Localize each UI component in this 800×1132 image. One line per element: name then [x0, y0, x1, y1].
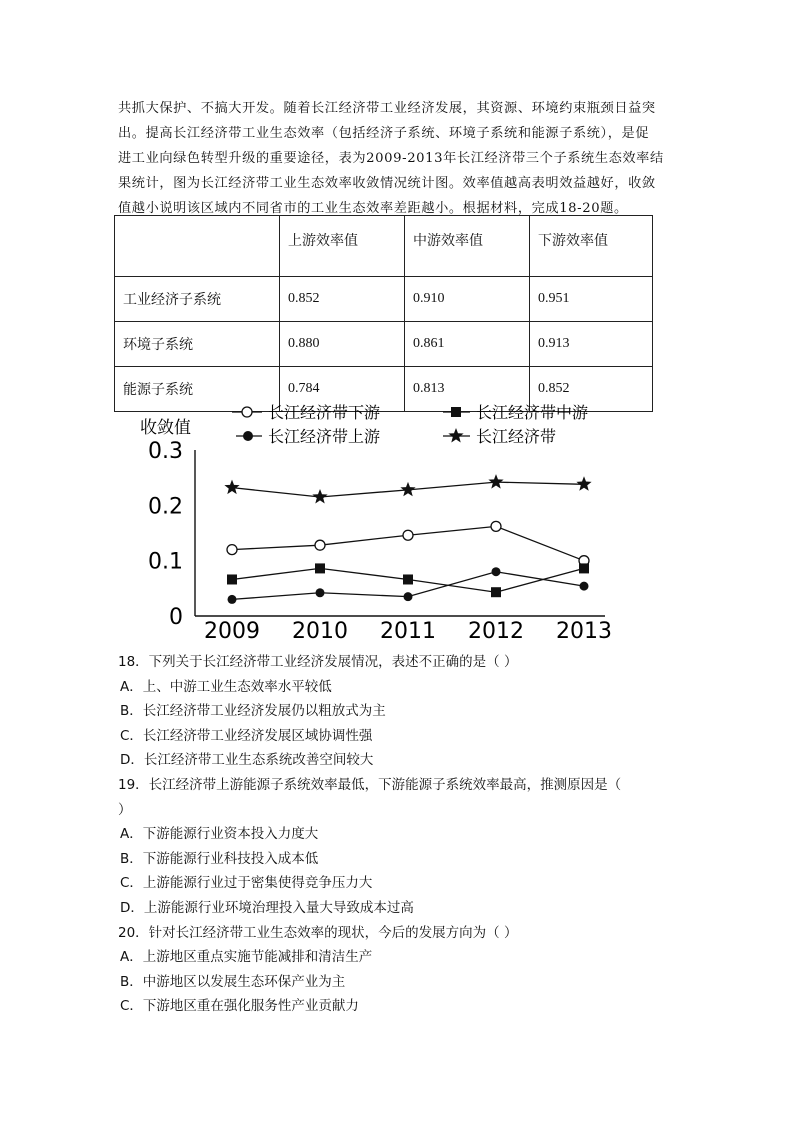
option-b: B．长江经济带工业经济发展仍以粗放式为主 [120, 703, 386, 720]
data-point [312, 489, 327, 503]
table-cell: 0.852 [530, 367, 653, 412]
series-star [224, 474, 591, 503]
table-cell: 0.784 [280, 367, 405, 412]
efficiency-table [114, 215, 653, 412]
table-row-label: 能源子系统 [115, 367, 280, 412]
table-header-row [115, 216, 653, 277]
legend-item-upstream [236, 427, 380, 446]
data-point [315, 540, 325, 550]
intro-line: 出。提高长江经济带工业生态效率（包括经济子系统、环境子系统和能源子系统），是促 [118, 126, 650, 141]
option-d: D．上游能源行业环境治理投入量大导致成本过高 [120, 899, 414, 916]
table-header-cell: 中游效率值 [405, 216, 530, 277]
question-18 [118, 650, 688, 773]
convergence-line-chart [0, 398, 800, 646]
data-point [224, 480, 239, 494]
data-point [227, 574, 237, 584]
table-row [115, 322, 653, 367]
option-b: B．下游能源行业科技投入成本低 [120, 850, 319, 867]
option-b: B．中游地区以发展生态环保产业为主 [120, 973, 346, 990]
legend-label: 长江经济带下游 [268, 403, 381, 422]
x-tick-label: 2010 [292, 619, 348, 644]
y-tick-label: 0.3 [148, 439, 183, 464]
table-cell: 0.813 [405, 367, 530, 412]
table-header-cell [115, 216, 280, 277]
data-point [579, 563, 589, 573]
option-c: C．长江经济带工业经济发展区域协调性强 [120, 727, 373, 744]
data-point [404, 592, 413, 601]
legend-item-downstream [232, 403, 380, 422]
option-a: A．上、中游工业生态效率水平较低 [120, 678, 332, 695]
y-tick-label: 0.2 [148, 494, 183, 520]
legend-label: 长江经济带中游 [476, 403, 589, 422]
intro-line: 果统计，图为长江经济带工业生态效率收敛情况统计图。效率值越高表明效益越好，收敛 [118, 176, 656, 191]
data-point [491, 587, 501, 597]
data-point [316, 588, 325, 597]
data-point [488, 474, 503, 488]
data-point [491, 521, 501, 531]
question-20 [118, 921, 688, 1019]
option-c: C．下游地区重在强化服务性产业贡献力 [120, 998, 359, 1015]
x-tick-label: 2011 [380, 619, 436, 644]
question-19 [118, 773, 688, 921]
y-tick-label: 0.1 [148, 549, 183, 575]
x-tick-label: 2013 [556, 619, 612, 644]
intro-line: 共抓大保护、不搞大开发。随着长江经济带工业经济发展，其资源、环境约束瓶颈日益突 [118, 101, 656, 116]
option-a: A．上游地区重点实施节能减排和清洁生产 [120, 949, 373, 966]
x-tick-label: 2012 [468, 619, 524, 644]
question-stem: 18．下列关于长江经济带工业经济发展情况，表述不正确的是（ ） [118, 654, 518, 670]
data-point [315, 563, 325, 573]
data-point [227, 545, 237, 555]
filled-circle-icon [243, 431, 253, 441]
table-cell: 0.913 [530, 322, 653, 367]
table-row-label: 环境子系统 [115, 322, 280, 367]
table-cell: 0.910 [405, 277, 530, 322]
intro-line: 进工业向绿色转型升级的重要途径，表为2009-2013年长江经济带三个子系统生态效率结 [118, 151, 664, 166]
y-axis-label: 收敛值 [140, 418, 191, 438]
table-cell: 0.951 [530, 277, 653, 322]
table-cell: 0.861 [405, 322, 530, 367]
legend-label: 长江经济带上游 [268, 427, 381, 446]
intro-paragraph [118, 96, 688, 221]
table-row [115, 277, 653, 322]
data-point [403, 574, 413, 584]
data-point [403, 530, 413, 540]
intro-line: 值越小说明该区域内不同省市的工业生态效率差距越小。根据材料，完成18-20题。 [118, 201, 628, 216]
option-d: D．长江经济带工业生态系统改善空间较大 [120, 752, 374, 769]
chart-axes [148, 439, 612, 644]
question-stem-continued: ） [118, 801, 132, 818]
data-point [576, 476, 591, 490]
table-header-cell: 上游效率值 [280, 216, 405, 277]
y-tick-label: 0 [169, 605, 183, 630]
chart-series [224, 474, 591, 604]
question-stem: 20．针对长江经济带工业生态效率的现状，今后的发展方向为（ ） [118, 924, 518, 941]
table-header-cell: 下游效率值 [530, 216, 653, 277]
questions-section [118, 650, 688, 1019]
star-icon [448, 428, 463, 442]
legend-item-overall [443, 427, 556, 446]
data-point [492, 567, 501, 576]
legend-label: 长江经济带 [476, 427, 557, 446]
filled-square-icon [451, 407, 461, 417]
option-c: C．上游能源行业过于密集使得竞争压力大 [120, 875, 373, 892]
table-cell: 0.880 [280, 322, 405, 367]
table-cell: 0.852 [280, 277, 405, 322]
option-a: A．下游能源行业资本投入力度大 [120, 826, 319, 843]
data-point [580, 582, 589, 591]
data-point [228, 595, 237, 604]
series-open-circle [227, 521, 589, 565]
table-row-label: 工业经济子系统 [115, 277, 280, 322]
chart-legend [232, 403, 588, 446]
x-tick-label: 2009 [204, 619, 260, 644]
question-stem: 19．长江经济带上游能源子系统效率最低，下游能源子系统效率最高，推测原因是（ [118, 776, 622, 793]
legend-item-midstream [443, 403, 588, 422]
data-point [400, 482, 415, 496]
open-circle-icon [242, 407, 252, 417]
